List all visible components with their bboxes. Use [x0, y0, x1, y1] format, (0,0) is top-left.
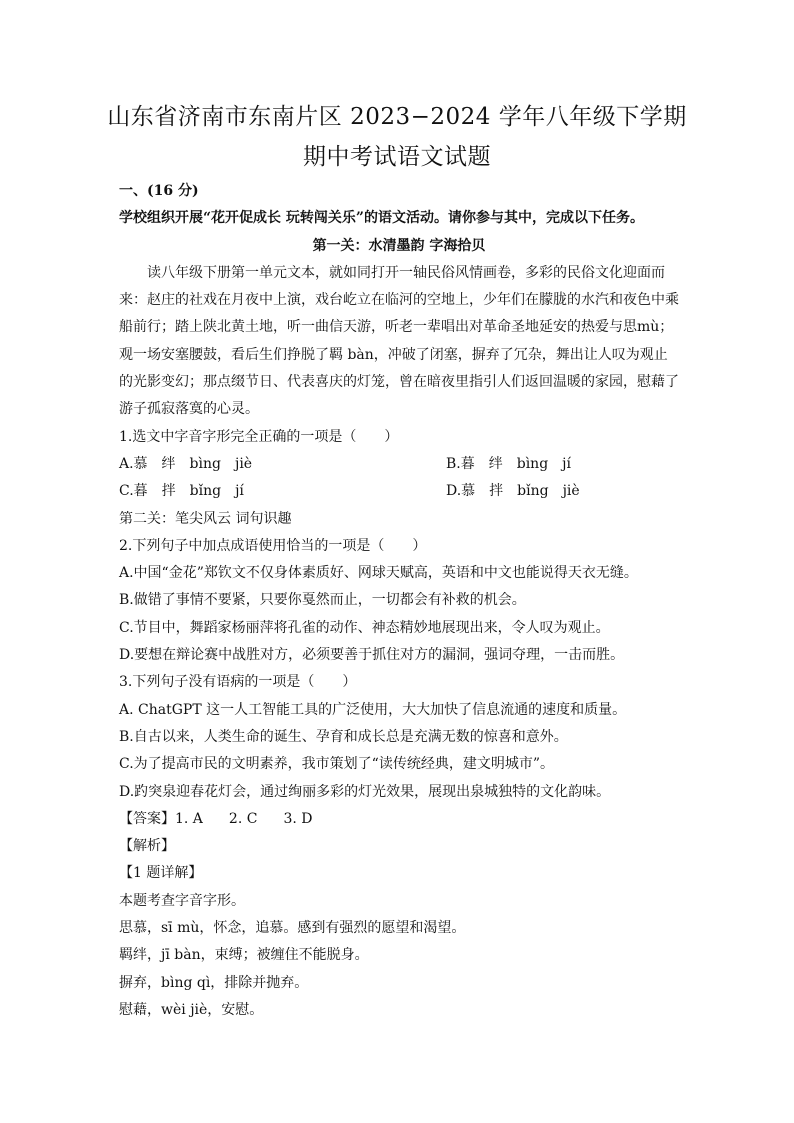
question-3-option-a: A. ChatGPT 这一人工智能工具的广泛使用，大大加快了信息流通的速度和质量。 — [119, 701, 627, 718]
question-2-stem: 2.下列句子中加点成语使用恰当的一项是（ ） — [119, 537, 427, 554]
question-3-option-b: B.自古以来，人类生命的诞生、孕育和成长总是充满无数的惊喜和意外。 — [119, 728, 568, 745]
reading-passage: 读八年级下册第一单元文本，就如同打开一轴民俗风情画卷，多彩的民俗文化迎面而来：赵庄的社戏在月夜中上演，戏台屹立在临河的空地上，少年们在朦胧的水汽和夜色中乘船前行；踏上陕北黄土地，听一曲信天游，听老一辈唱出对革命圣地延安的热爱与思mù；观一场安塞腰鼓，看后生们挣脱了羁 bàn，冲破了闭塞，摒弃了冗杂，舞出让人叹为观止的光影变幻；那点缀节日、代表喜庆的灯笼，曾在暗夜里指引人们返回温暖的家园，慰藉了游子孤寂落寞的心灵。 — [119, 264, 679, 418]
question-1-option-b: B.暮 绊 bìng jí — [446, 455, 571, 472]
question-1-option-a: A.慕 绊 bìng jiè — [119, 455, 253, 472]
question-2-option-d: D.要想在辩论赛中战胜对方，必须要善于抓住对方的漏洞，强词夺理，一击而胜。 — [119, 647, 625, 664]
document-body — [119, 178, 679, 1024]
document-title-line2: 期中考试语文试题 — [303, 144, 491, 170]
question-3-option-c: C.为了提高市民的文明素养，我市策划了“读传统经典，建文明城市”。 — [119, 756, 554, 773]
level1-heading: 第一关：水清墨韵 字海拾贝 — [312, 237, 486, 254]
detail-label: 【1 题详解】 — [119, 865, 203, 882]
task-instruction: 学校组织开展“花开促成长 玩转闯关乐”的语文活动。请你参与其中，完成以下任务。 — [119, 210, 644, 227]
answer-item-2: 2. C — [228, 810, 258, 827]
answer-label: 【答案】 — [119, 810, 175, 827]
section-heading: 一、(16 分) — [119, 183, 199, 199]
question-1-options-row2 — [119, 478, 679, 505]
detail-line: 本题考查字音字形。 — [119, 892, 245, 909]
detail-line: 思慕，sī mù，怀念，追慕。感到有强烈的愿望和渴望。 — [119, 920, 466, 937]
level2-heading: 第二关：笔尖风云 词句识趣 — [119, 510, 292, 527]
answer-item-1: 1. A — [175, 810, 203, 827]
question-1-option-d: D.慕 拌 bǐng jiè — [446, 483, 580, 500]
question-3-stem: 3.下列句子没有语病的一项是（ ） — [119, 674, 357, 691]
question-2-option-c: C.节目中，舞蹈家杨丽萍将孔雀的动作、神态精妙地展现出来，令人叹为观止。 — [119, 619, 610, 636]
question-1-option-c: C.暮 拌 bǐng jí — [119, 483, 244, 500]
question-2-option-b: B.做错了事情不要紧，只要你戛然而止，一切都会有补救的机会。 — [119, 592, 526, 609]
answer-item-3: 3. D — [283, 810, 313, 827]
detail-line: 慰藉，wèi jiè，安慰。 — [119, 1001, 264, 1018]
detail-line: 羁绊，jī bàn，束缚；被缠住不能脱身。 — [119, 947, 369, 964]
answer-line — [119, 806, 679, 833]
question-2-option-a: A.中国“金花”郑钦文不仅身体素质好、网球天赋高，英语和中文也能说得天衣无缝。 — [119, 565, 638, 582]
document-title-line1: 山东省济南市东南片区 2023−2024 学年八年级下学期 — [107, 104, 687, 130]
question-3-option-d: D.趵突泉迎春花灯会，通过绚丽多彩的灯光效果，展现出泉城独特的文化韵味。 — [119, 783, 611, 800]
question-1-options-row1 — [119, 451, 679, 478]
question-1-stem: 1.选文中字音字形完全正确的一项是（ ） — [119, 428, 399, 445]
detail-line: 摒弃，bìng qì，排除并抛弃。 — [119, 974, 309, 991]
analysis-label: 【解析】 — [119, 838, 175, 855]
